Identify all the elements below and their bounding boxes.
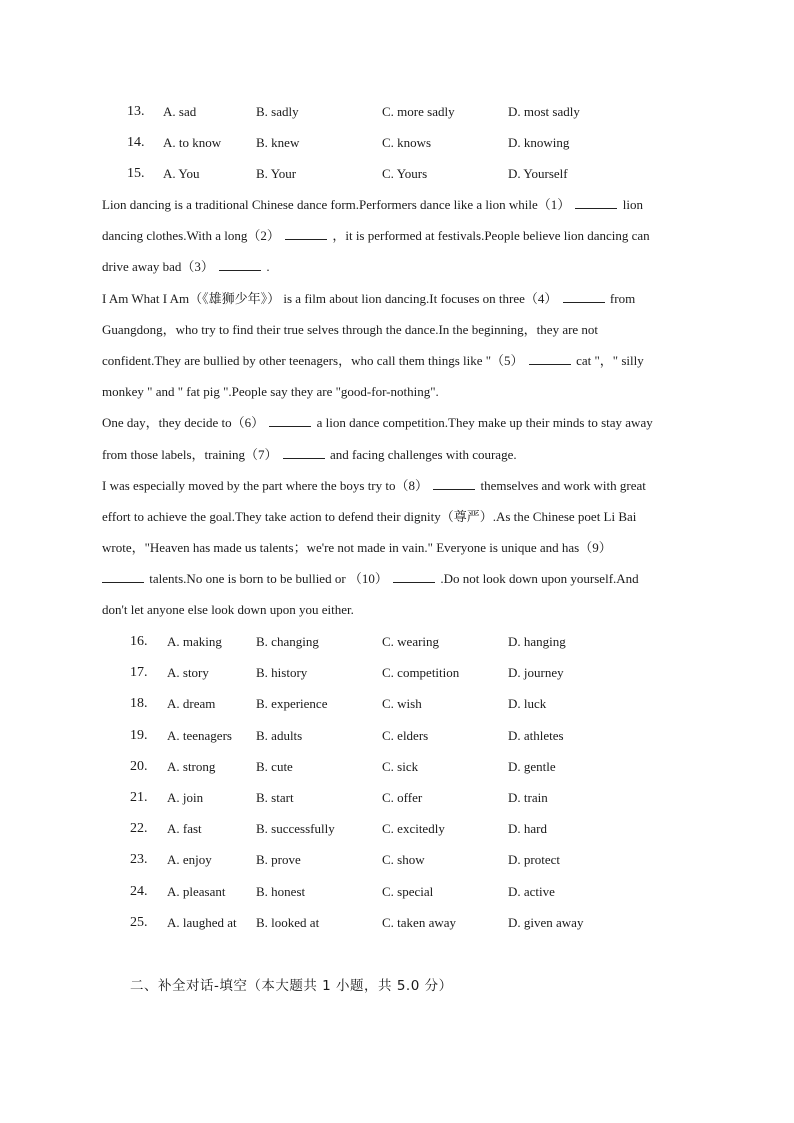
passage-line: don't let anyone else look down upon you either.	[102, 602, 354, 618]
section-heading: 二、补全对话-填空（本大题共 1 小题，共 5.0 分）	[130, 978, 453, 994]
option-d[interactable]: D. journey	[508, 665, 564, 681]
option-b[interactable]: B. knew	[256, 135, 300, 150]
option-c[interactable]: C. knows	[382, 135, 432, 150]
answer-blank	[283, 446, 325, 459]
option-a[interactable]: A. strong	[167, 758, 216, 774]
passage-line: dancing clothes.With a long（2） ，it is performed at festivals.People believe lion dancing can	[102, 228, 650, 244]
option-b[interactable]: B. changing	[256, 634, 319, 649]
option-a[interactable]: A. teenagers	[167, 727, 232, 743]
option-c[interactable]: C. wearing	[382, 634, 440, 649]
option-a[interactable]: A. You	[163, 166, 200, 181]
option-b[interactable]: B. history	[256, 665, 308, 681]
option-a[interactable]: A. fast	[167, 821, 202, 837]
option-d[interactable]: D. active	[508, 883, 555, 899]
passage-line: confident.They are bullied by other teenagers，who call them things like "（5） cat "，" silly	[102, 352, 644, 368]
option-b[interactable]: B. experience	[256, 696, 328, 712]
question-number: 14.	[127, 135, 145, 150]
option-d[interactable]: D. Yourself	[508, 166, 568, 181]
question-number: 13.	[127, 104, 145, 119]
option-a[interactable]: A. pleasant	[167, 883, 226, 899]
answer-blank	[563, 290, 605, 303]
option-c[interactable]: C. offer	[382, 790, 423, 805]
answer-blank	[529, 352, 571, 365]
option-c[interactable]: C. competition	[382, 665, 460, 681]
option-d[interactable]: D. athletes	[508, 727, 564, 743]
answer-blank	[575, 196, 617, 209]
option-a[interactable]: A. join	[167, 790, 204, 805]
option-d[interactable]: D. protect	[508, 852, 560, 868]
option-a[interactable]: A. laughed at	[167, 914, 237, 930]
answer-blank	[433, 477, 475, 490]
option-b[interactable]: B. Your	[256, 166, 297, 181]
option-d[interactable]: D. given away	[508, 914, 584, 930]
passage-line: from those labels，training（7） and facing challenges with courage.	[102, 446, 517, 462]
question-number: 23.	[130, 852, 148, 868]
option-d[interactable]: D. hard	[508, 821, 547, 837]
passage-line: Lion dancing is a traditional Chinese dance form.Performers dance like a lion while（1） lion	[102, 197, 643, 212]
option-c[interactable]: C. sick	[382, 758, 419, 774]
option-d[interactable]: D. hanging	[508, 634, 566, 649]
option-a[interactable]: A. making	[167, 634, 222, 649]
passage-line: Guangdong，who try to find their true selves through the dance.In the beginning，they are not	[102, 321, 599, 337]
option-c[interactable]: C. wish	[382, 696, 422, 712]
option-a[interactable]: A. sad	[163, 104, 197, 119]
question-number: 20.	[130, 758, 148, 774]
option-a[interactable]: A. story	[167, 665, 209, 681]
option-a[interactable]: A. enjoy	[167, 852, 212, 868]
answer-blank	[269, 414, 311, 427]
option-d[interactable]: D. gentle	[508, 758, 556, 774]
answer-blank	[393, 570, 435, 583]
question-number: 15.	[127, 166, 145, 181]
option-b[interactable]: B. prove	[256, 852, 301, 868]
question-number: 18.	[130, 696, 148, 712]
question-number: 24.	[130, 883, 148, 899]
answer-blank	[285, 227, 327, 240]
option-a[interactable]: A. to know	[163, 135, 222, 150]
option-c[interactable]: C. elders	[382, 727, 429, 743]
question-number: 21.	[130, 790, 148, 805]
passage-line: effort to achieve the goal.They take action to defend their dignity（尊严）.As the Chinese poet Li Bai	[102, 508, 637, 524]
answer-blank	[219, 258, 261, 271]
option-a[interactable]: A. dream	[167, 696, 216, 712]
option-b[interactable]: B. sadly	[256, 104, 299, 119]
option-d[interactable]: D. most sadly	[508, 104, 580, 119]
option-b[interactable]: B. adults	[256, 727, 303, 743]
option-b[interactable]: B. honest	[256, 883, 306, 899]
option-c[interactable]: C. show	[382, 852, 425, 868]
passage-line: I was especially moved by the part where the boys try to（8） themselves and work with great	[102, 477, 646, 493]
option-c[interactable]: C. taken away	[382, 914, 457, 930]
option-b[interactable]: B. cute	[256, 758, 293, 774]
passage	[102, 189, 694, 626]
passage-line: talents.No one is born to be bullied or （10） .Do not look down upon yourself.And	[102, 563, 694, 594]
answer-blank	[102, 570, 144, 583]
option-d[interactable]: D. train	[508, 790, 548, 805]
passage-line: wrote，"Heaven has made us talents；we're not made in vain." Everyone is unique and has（9）	[102, 540, 612, 556]
option-d[interactable]: D. knowing	[508, 135, 570, 150]
question-number: 22.	[130, 821, 148, 837]
option-c[interactable]: C. excitedly	[382, 821, 445, 837]
option-c[interactable]: C. more sadly	[382, 104, 455, 119]
question-number: 17.	[130, 665, 148, 681]
option-c[interactable]: C. special	[382, 883, 434, 899]
question-number: 16.	[130, 634, 148, 649]
passage-line: I Am What I Am（《雄狮少年》） is a film about lion dancing.It focuses on three（4） from	[102, 290, 636, 306]
question-number: 19.	[130, 727, 148, 743]
passage-line: monkey " and " fat pig ".People say they are "good-for-nothing".	[102, 384, 439, 400]
question-number: 25.	[130, 914, 148, 930]
option-d[interactable]: D. luck	[508, 696, 547, 712]
passage-line: drive away bad（3） .	[102, 259, 270, 275]
option-b[interactable]: B. successfully	[256, 821, 335, 837]
option-b[interactable]: B. looked at	[256, 914, 320, 930]
option-b[interactable]: B. start	[256, 790, 294, 805]
passage-line: One day，they decide to（6） a lion dance competition.They make up their minds to stay away	[102, 415, 653, 431]
option-c[interactable]: C. Yours	[382, 166, 428, 181]
